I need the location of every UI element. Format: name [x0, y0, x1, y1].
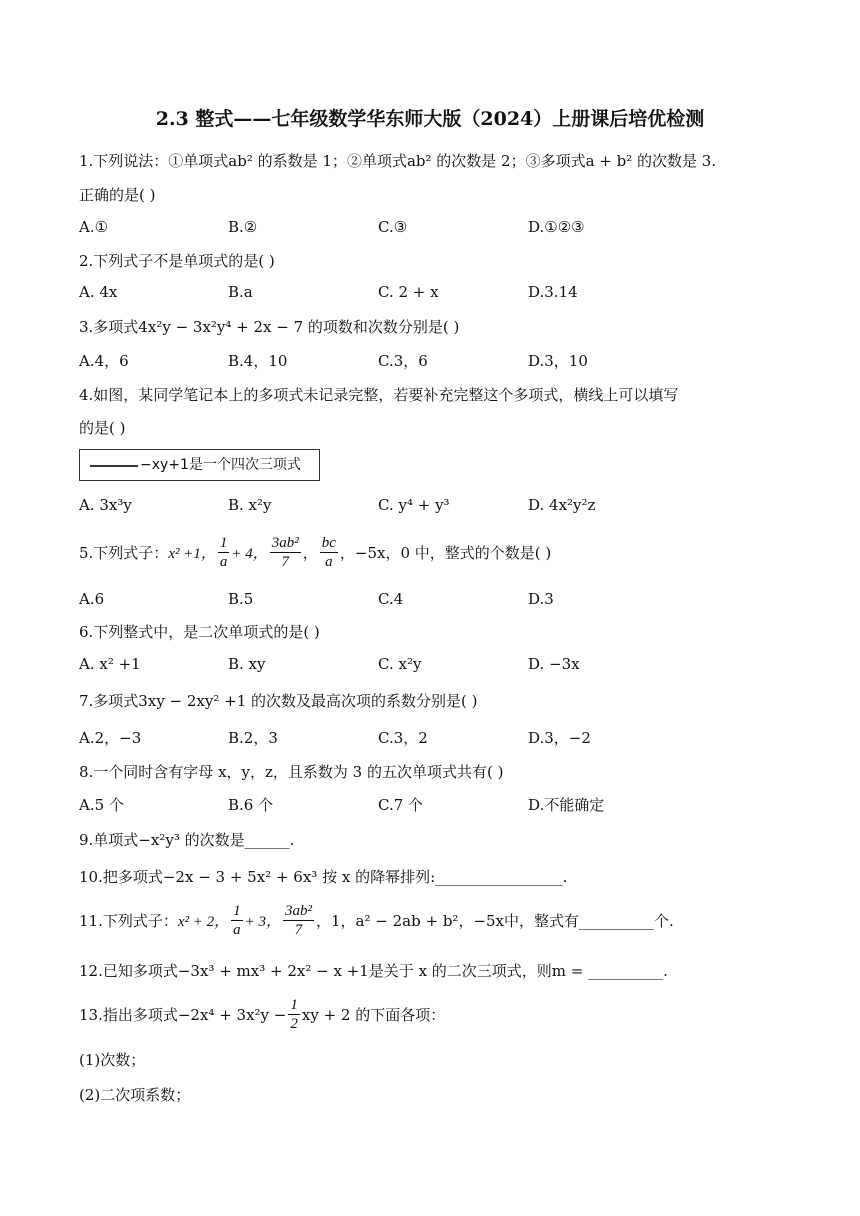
notebook-figure-text: −xy+1是一个四次三项式: [140, 457, 301, 473]
question-5-suffix: −5x，0 中，整式的个数是( ): [354, 543, 552, 562]
option-d[interactable]: D. 4x²y²z: [528, 496, 596, 514]
question-4-options: [0, 496, 860, 518]
option-c[interactable]: C. y⁴ + y³: [378, 496, 450, 514]
question-4-stem: 4.如图，某同学笔记本上的多项式未记录完整，若要补充完整这个多项式，横线上可以填写: [79, 386, 679, 404]
question-5-stem: [79, 530, 551, 574]
question-3-options: [0, 350, 860, 372]
question-5-prefix: 5.下列式子：: [79, 543, 169, 562]
option-b[interactable]: B.6 个: [228, 796, 274, 814]
question-2-options: [0, 283, 860, 305]
separator: ，: [302, 543, 318, 562]
question-12: 12.已知多项式−3x³ + mx³ + 2x² − x +1是关于 x 的二次三项式，则m = __________.: [79, 962, 668, 980]
question-11-suffix: ，1，a² − 2ab + b²，−5x中，整式有__________个.: [316, 911, 674, 930]
option-c[interactable]: C.3，6: [378, 352, 428, 370]
question-6-options: [0, 655, 860, 677]
option-d[interactable]: D.3.14: [528, 283, 578, 301]
question-7-stem: 7.多项式3xy − 2xy² +1 的次数及最高次项的系数分别是( ): [79, 692, 478, 710]
option-d[interactable]: D. −3x: [528, 655, 580, 673]
option-c[interactable]: C.3，2: [378, 729, 428, 747]
numerator: 3ab²: [285, 902, 313, 919]
option-a[interactable]: A. 3x³y: [79, 496, 132, 514]
separator: ，: [339, 543, 355, 562]
option-b[interactable]: B.2，3: [228, 729, 278, 747]
numerator: 1: [290, 996, 298, 1013]
question-9: 9.单项式−x²y³ 的次数是______.: [79, 831, 295, 849]
denominator: 7: [294, 921, 303, 938]
notebook-figure: [79, 449, 320, 481]
option-a[interactable]: A.5 个: [79, 796, 124, 814]
option-d[interactable]: D.3，−2: [528, 729, 591, 747]
question-13-part-1: (1)次数；: [79, 1051, 146, 1069]
page-title: 2.3 整式——七年级数学华东师大版（2024）上册课后培优检测: [155, 108, 705, 130]
option-a[interactable]: A.6: [79, 590, 105, 608]
fraction-1-over-2: [288, 996, 300, 1033]
question-11-prefix: 11.下列式子：: [79, 911, 178, 930]
option-d[interactable]: D.①②③: [528, 218, 585, 236]
question-6-stem: 6.下列整式中，是二次单项式的是( ): [79, 623, 320, 641]
numerator: bc: [321, 534, 336, 551]
option-b[interactable]: B. xy: [228, 655, 266, 673]
denominator: a: [233, 921, 241, 938]
fraction-3ab2-over-7: [270, 534, 301, 571]
question-13-prefix: 13.指出多项式−2x⁴ + 3x²y −: [79, 1005, 287, 1024]
expr-x2-plus-2: x² + 2，: [177, 913, 230, 930]
question-7-options: [0, 727, 860, 749]
option-a[interactable]: A. x² +1: [79, 655, 141, 673]
option-d[interactable]: D.3: [528, 590, 554, 608]
fraction-tail: + 4，: [231, 545, 268, 562]
question-13-suffix: xy + 2 的下面各项：: [301, 1005, 446, 1024]
option-a[interactable]: A.2，−3: [79, 729, 142, 747]
option-d[interactable]: D.不能确定: [528, 796, 605, 814]
option-c[interactable]: C.③: [378, 218, 408, 236]
option-b[interactable]: B.a: [228, 283, 253, 301]
option-a[interactable]: A.4，6: [79, 352, 129, 370]
question-13-stem: [79, 992, 445, 1036]
option-b[interactable]: B.②: [228, 218, 258, 236]
numerator: 1: [233, 902, 241, 919]
option-b[interactable]: B. x²y: [228, 496, 272, 514]
question-1-options: [0, 218, 860, 240]
numerator: 1: [219, 534, 228, 551]
fraction-1-over-a: [218, 534, 230, 571]
option-b[interactable]: B.4，10: [228, 352, 288, 370]
fill-blank-line: [90, 465, 138, 467]
fraction-tail: + 3，: [244, 913, 282, 930]
fraction-bc-over-a: [320, 534, 338, 571]
numerator: 3ab²: [271, 534, 299, 551]
option-a[interactable]: A. 4x: [79, 283, 118, 301]
question-13-part-2: (2)二次项系数；: [79, 1086, 191, 1104]
denominator: 2: [290, 1015, 298, 1032]
denominator: a: [219, 553, 228, 570]
question-8-options: [0, 794, 860, 816]
fraction-1-over-a: [231, 902, 243, 939]
question-10: 10.把多项式−2x − 3 + 5x² + 6x³ 按 x 的降幂排列:_________________.: [79, 868, 568, 886]
option-d[interactable]: D.3，10: [528, 352, 588, 370]
denominator: 7: [281, 553, 289, 570]
denominator: a: [325, 553, 333, 570]
question-11-stem: [79, 898, 674, 942]
question-1-stem-cont: 正确的是( ): [79, 186, 156, 204]
option-b[interactable]: B.5: [228, 590, 254, 608]
option-c[interactable]: C.7 个: [378, 796, 424, 814]
question-8-stem: 8.一个同时含有字母 x，y，z，且系数为 3 的五次单项式共有( ): [79, 763, 504, 781]
question-2-stem: 2.下列式子不是单项式的是( ): [79, 252, 275, 270]
question-5-options: [0, 590, 860, 612]
fraction-3ab2-over-7: [283, 902, 314, 939]
expr-x2-plus-1: x² +1，: [168, 545, 216, 562]
option-a[interactable]: A.①: [79, 218, 109, 236]
option-c[interactable]: C.4: [378, 590, 404, 608]
option-c[interactable]: C. x²y: [378, 655, 422, 673]
option-c[interactable]: C. 2 + x: [378, 283, 439, 301]
question-1-stem: 1.下列说法：①单项式ab² 的系数是 1；②单项式ab² 的次数是 2；③多项式a + b² 的次数是 3.: [79, 152, 717, 170]
question-4-stem-cont: 的是( ): [79, 419, 126, 437]
question-3-stem: 3.多项式4x²y − 3x²y⁴ + 2x − 7 的项数和次数分别是( ): [79, 318, 460, 336]
